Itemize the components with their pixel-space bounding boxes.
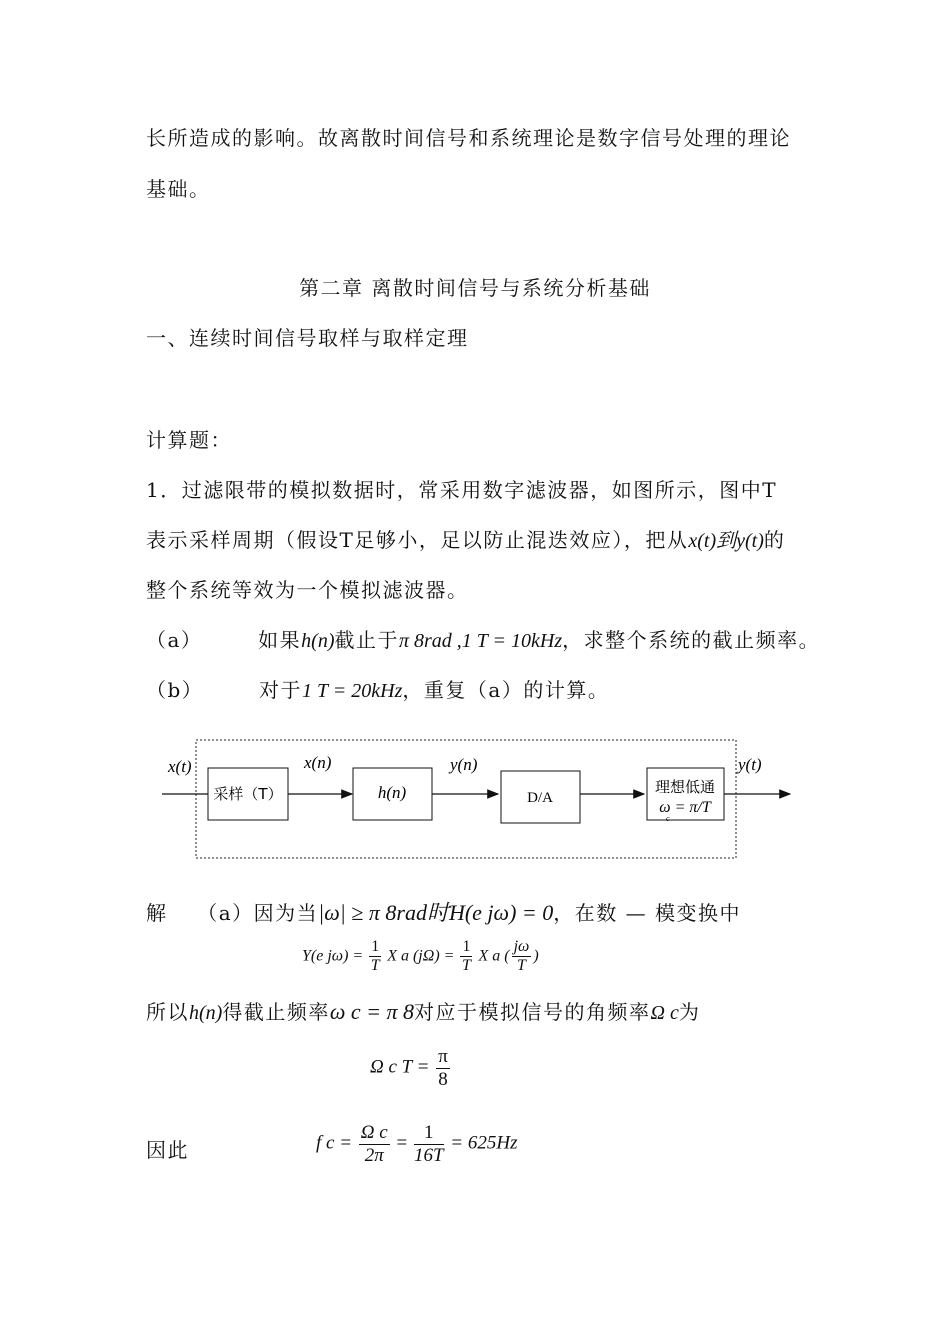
solution-line-2 <box>146 996 700 1025</box>
part-a-text-2: 截止于 <box>334 628 399 652</box>
eq1-frac-1 <box>369 938 381 976</box>
intro-line-2: 基础。 <box>146 177 211 201</box>
block-da-label: D/A <box>527 790 553 806</box>
equation-y-ejw <box>302 938 539 976</box>
problem-line-2 <box>146 524 785 553</box>
eq1-left: Y(e jω) = <box>302 947 364 965</box>
intro-line-1: 长所造成的影响。故离散时间信号和系统理论是数字信号处理的理论 <box>146 126 791 150</box>
part-b-text-2: ，重复（a）的计算。 <box>402 678 610 702</box>
part-b-label: （b） <box>146 678 204 702</box>
eq1-frac-3 <box>512 938 532 976</box>
part-a-text-1: 如果 <box>258 628 302 652</box>
eq1-right: X a ( <box>478 947 510 965</box>
signal-x-n: x(n) <box>304 753 332 772</box>
part-a-label: （a） <box>146 628 203 652</box>
solution-line-1-tail: ，在数 — 模变换中 <box>553 901 741 925</box>
block-h-label: h(n) <box>377 783 407 802</box>
problem-part-a <box>146 624 820 653</box>
signal-x-t: x(t) <box>168 757 192 776</box>
block-lpf-title: 理想低通 <box>654 778 716 796</box>
eq1-frac-3-num: jω <box>512 938 532 957</box>
part-b-math: 1 T = 20kHz <box>302 680 403 702</box>
eq1-frac-2 <box>460 938 472 976</box>
eq3-f2-num: 1 <box>414 1122 444 1145</box>
part-a-math-cutoff: π 8rad ,1 T = 10kHz <box>398 630 563 652</box>
eq1-frac-3-den: T <box>516 957 526 975</box>
section-title: 一、连续时间信号取样与取样定理 <box>146 326 469 350</box>
part-a-text-3: ，求整个系统的截止频率。 <box>562 628 821 652</box>
solution-label: 解 <box>146 901 168 925</box>
eq3-f1-num: Ω c <box>360 1122 388 1143</box>
eq2-den: 8 <box>438 1068 448 1090</box>
equation-fc: f c = $\frac{\text{Ω c}}{2\pi}$ = $\frac{1}{16T}$ = 625Hz <box>316 1122 518 1166</box>
calc-heading: 计算题： <box>146 428 232 452</box>
solution-math-wc: ω c = π 8 <box>329 999 414 1024</box>
therefore-label: 因此 <box>146 1138 189 1162</box>
part-b-text-1: 对于 <box>259 678 303 702</box>
eq1-mid: X a (jΩ) = <box>387 947 455 965</box>
solution-math-condition: |ω| ≥ π 8rad时H(e jω) = 0 <box>318 900 554 925</box>
solution-line-2-c: 对应于模拟信号的角频率 <box>414 1000 651 1024</box>
block-sampler-label: 采样（T） <box>213 785 283 803</box>
eq1-frac-1-den: T <box>370 957 380 975</box>
chapter-title: 第二章 离散时间信号与系统分析基础 <box>299 276 651 300</box>
signal-y-n: y(n) <box>450 755 478 774</box>
system-block-diagram <box>140 730 810 870</box>
eq1-close: ) <box>533 947 539 965</box>
problem-math-x-to-y: x(t)到y(t) <box>688 530 764 552</box>
eq1-frac-1-num: 1 <box>369 938 381 957</box>
eq3-frac-2 <box>414 1122 444 1167</box>
solution-line-2-d: 为 <box>678 1000 701 1024</box>
eq2-left: Ω c T = <box>370 1056 430 1078</box>
problem-part-b <box>146 674 609 703</box>
eq2-num: π <box>438 1046 448 1067</box>
eq3-f1-den: 2π <box>364 1144 384 1166</box>
solution-line-1-text: （a）因为当 <box>197 901 319 925</box>
problem-line-2-tail: 的 <box>763 528 786 552</box>
solution-line-1 <box>146 896 741 927</box>
block-lpf-formula: ω = π/T <box>659 799 711 816</box>
eq3-f2-den: 16T <box>413 1144 444 1166</box>
eq3-right: = 625Hz <box>450 1132 518 1154</box>
eq3-frac-1 <box>359 1122 390 1167</box>
eq3-left: f c = <box>316 1132 353 1154</box>
block-lpf-sub: c <box>666 814 670 823</box>
solution-math-omega-c: Ω c <box>650 1002 679 1024</box>
solution-math-h: h(n) <box>189 1002 223 1024</box>
eq1-frac-2-num: 1 <box>460 938 472 957</box>
part-a-math-h: h(n) <box>301 630 335 652</box>
eq2-frac <box>436 1046 450 1091</box>
problem-line-2-text: 表示采样周期（假设T足够小，足以防止混迭效应），把从 <box>146 528 689 552</box>
equation-omega-c-t <box>370 1046 452 1091</box>
problem-line-1: 1．过滤限带的模拟数据时，常采用数字滤波器，如图所示，图中T <box>146 478 778 502</box>
signal-y-t: y(t) <box>738 755 762 774</box>
solution-line-2-a: 所以 <box>146 1000 189 1024</box>
solution-line-2-b: 得截止频率 <box>222 1000 330 1024</box>
eq1-frac-2-den: T <box>462 957 471 975</box>
problem-line-3: 整个系统等效为一个模拟滤波器。 <box>146 578 469 602</box>
